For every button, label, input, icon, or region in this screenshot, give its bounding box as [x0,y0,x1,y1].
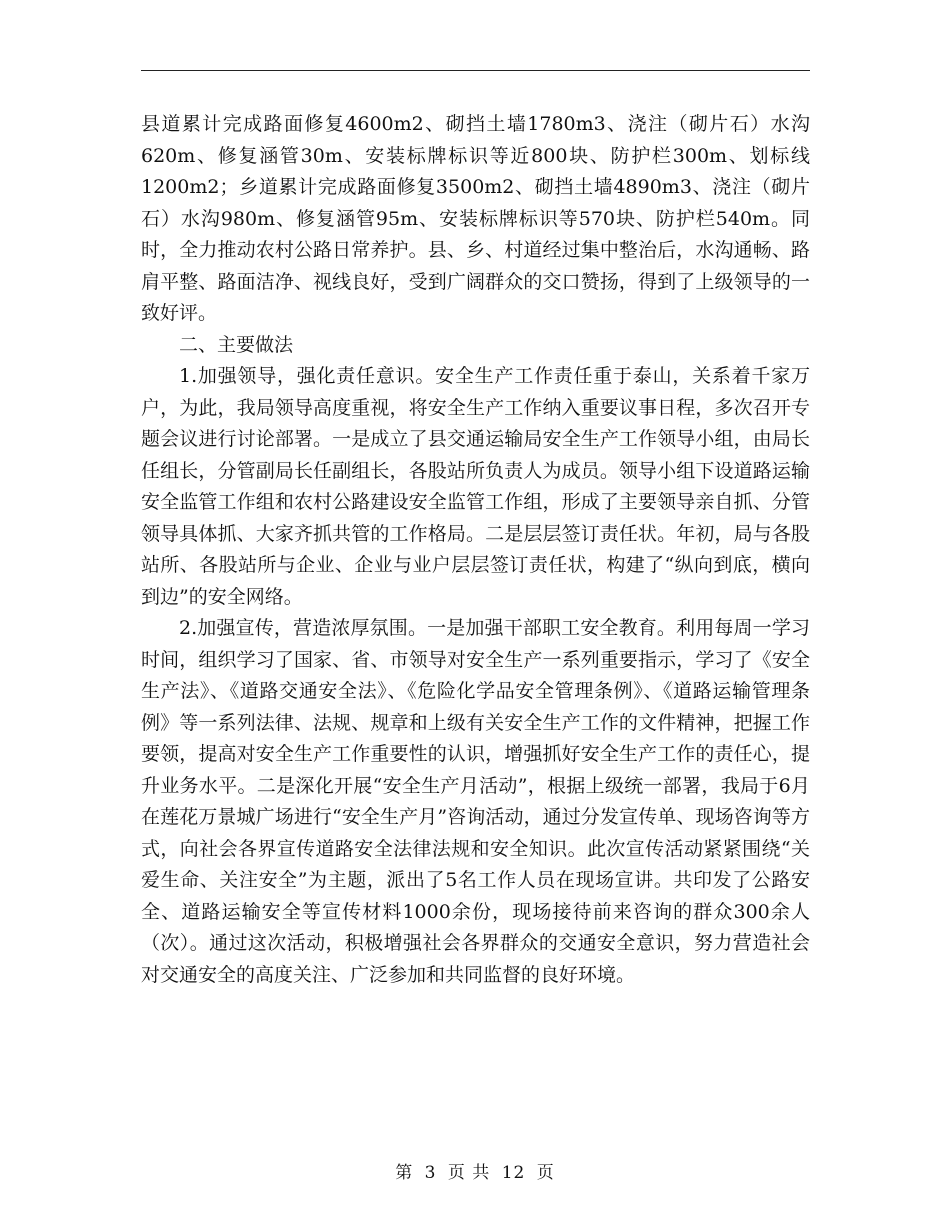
footer-prefix: 第 [395,1163,414,1183]
paragraph-continued: 县道累计完成路面修复4600m2、砌挡土墙1780m3、浇注（砌片石）水沟620m、修复涵管30m、安装标牌标识等近800块、防护栏300m、划标线1200m2；乡道累计完成路面修复3500m2、砌挡土墙4890m3、浇注（砌片石）水沟980m、修复涵管95m、安装标牌标识等570块、防护栏540m。同时，全力推动农村公路日常养护。县、乡、村道经过集中整治后，水沟通畅、路肩平整、路面洁净、视线良好，受到广阔群众的交口赞扬，得到了上级领导的一致好评。 [141,113,810,324]
footer-total-pages: 12 [501,1163,526,1183]
page-footer [0,1158,950,1183]
footer-middle: 页 共 [447,1163,491,1183]
header-rule [141,70,810,71]
section-heading: 二、主要做法 [179,333,294,356]
document-body [141,109,810,991]
footer-current-page: 3 [424,1163,437,1183]
paragraph-leadership: 1.加强领导，强化责任意识。安全生产工作责任重于泰山，关系着千家万户，为此，我局领导高度重视，将安全生产工作纳入重要议事日程，多次召开专题会议进行讨论部署。一是成立了县交通运输局安全生产工作领导小组，由局长任组长，分管副局长任副组长，各股站所负责人为成员。领导小组下设道路运输安全监管工作组和农村公路建设安全监管工作组，形成了主要领导亲自抓、分管领导具体抓、大家齐抓共管的工作格局。二是层层签订责任状。年初，局与各股站所、各股站所与企业、企业与业户层层签订责任状，构建了“纵向到底，横向到边”的安全网络。 [141,365,810,608]
paragraph-publicity: 2.加强宣传，营造浓厚氛围。一是加强干部职工安全教育。利用每周一学习时间，组织学习了国家、省、市领导对安全生产一系列重要指示，学习了《安全生产法》、《道路交通安全法》、《危险化学品安全管理条例》、《道路运输管理条例》等一系列法律、法规、规章和上级有关安全生产工作的文件精神，把握工作要领，提高对安全生产工作重要性的认识，增强抓好安全生产工作的责任心，提升业务水平。二是深化开展“安全生产月活动”，根据上级统一部署，我局于6月在莲花万景城广场进行“安全生产月”咨询活动，通过分发宣传单、现场咨询等方式，向社会各界宣传道路安全法律法规和安全知识。此次宣传活动紧紧围绕“关爱生命、关注安全”为主题，派出了5名工作人员在现场宣讲。共印发了公路安全、道路运输安全等宣传材料1000余份，现场接待前来咨询的群众300余人（次）。通过这次活动，积极增强社会各界群众的交通安全意识，努力营造社会对交通安全的高度关注、广泛参加和共同监督的良好环境。 [141,617,810,986]
footer-suffix: 页 [536,1163,555,1183]
